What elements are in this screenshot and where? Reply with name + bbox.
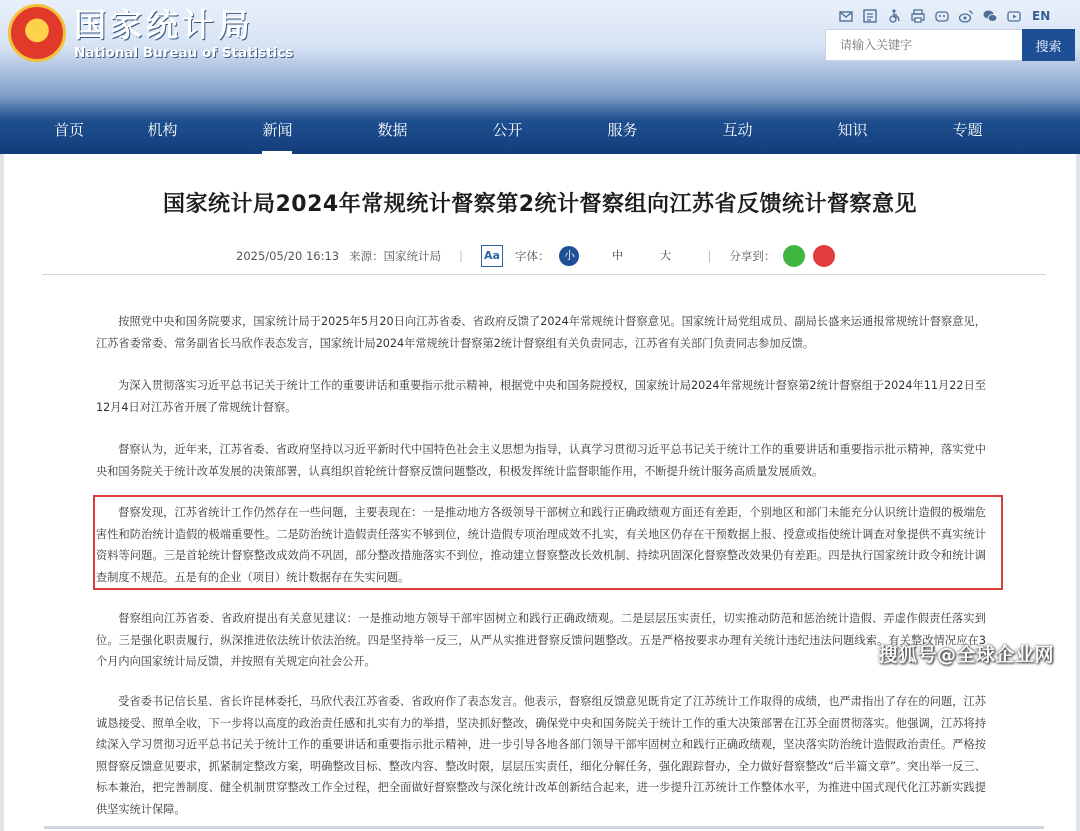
font-size-small-button[interactable]: 小 (559, 246, 579, 266)
source-watermark: 搜狐号@全球企业网 (878, 644, 1054, 666)
search-box (825, 29, 1075, 61)
sitemap-icon[interactable] (862, 8, 878, 24)
nav-item-services[interactable]: 服务 (607, 121, 638, 139)
article-card (4, 154, 1076, 831)
language-switch-en[interactable]: EN (1032, 9, 1051, 23)
nav-item-knowledge[interactable]: 知识 (837, 121, 868, 139)
meta-separator: | (707, 249, 712, 263)
logo-text (74, 6, 293, 61)
title-divider (42, 274, 1046, 275)
publish-datetime: 2025/05/20 16:13 (236, 249, 340, 263)
weibo-icon[interactable] (958, 8, 974, 24)
article-meta (236, 244, 835, 268)
article-paragraph: 督察组向江苏省委、省政府提出有关意见建议：一是推动地方领导干部牢固树立和践行正确政绩观。二是层层压实责任，切实推动防范和惩治统计造假、弄虚作假责任落实到位。三是强化职责履行，纵深推进依法统计依法治统。四是坚持举一反三，从严从实推进督察反馈问题整改。五是严格按要求办理有关统计违纪违法问题线索。有关整改情况应在3个月内向国家统计局反馈，并按照有关规定向社会公开。 (96, 612, 986, 668)
search-input[interactable] (825, 29, 1022, 61)
main-nav (0, 106, 1080, 154)
accessibility-icon[interactable] (886, 8, 902, 24)
header-toolbar (838, 8, 1050, 24)
nav-item-news[interactable]: 新闻 (220, 106, 335, 154)
nav-item-organization[interactable]: 机构 (147, 121, 178, 139)
article-paragraph: 受省委书记信长星、省长许昆林委托，马欣代表江苏省委、省政府作了表态发言。他表示，督察组反馈意见既肯定了江苏统计工作取得的成绩，也严肃指出了存在的问题，江苏诚恳接受、照单全收，下一步将以高度的政治责任感和扎实有力的举措，坚决抓好整改，确保党中央和国务院关于统计工作的重大决策部署在江苏全面贯彻落实。他强调，江苏将持续深入学习贯彻习近平总书记关于统计工作的重要讲话和重要指示批示精神，进一步引导各地各部门领导干部牢固树立和践行正确政绩观，坚决落实防治统计造假政治责任。严格按照督察反馈意见要求，抓紧制定整改方案，明确整改目标、整改内容、整改时限，层层压实责任，细化分解任务，强化跟踪督办，全力做好督察整改“后半篇文章”。突出举一反三、标本兼治，把完善制度、健全机制贯穿整改工作全过程，把全面做好督察整改与深化统计改革创新结合起来，进一步提升江苏统计工作整体水平，为推进中国式现代化江苏新实践提供坚实统计保障。 (96, 695, 986, 816)
article-paragraph: 为深入贯彻落实习近平总书记关于统计工作的重要讲话和重要指示批示精神，根据党中央和国务院授权，国家统计局2024年常规统计督察第2统计督察组于2024年11月22日至12月4日对江苏省开展了常规统计督察。 (96, 379, 986, 414)
nav-item-data[interactable]: 数据 (377, 121, 408, 139)
meta-separator: | (459, 249, 463, 263)
site-logo[interactable] (8, 4, 293, 62)
font-size-medium-button[interactable]: 中 (611, 249, 623, 262)
nav-item-topics[interactable]: 专题 (952, 121, 983, 139)
article-paragraph: 督察认为，近年来，江苏省委、省政府坚持以习近平新时代中国特色社会主义思想为指导，认真学习贯彻习近平总书记关于统计工作的重要讲话和重要指示批示精神，落实党中央和国务院关于统计改革发展的决策部署，认真组织首轮统计督察反馈问题整改，积极发挥统计监督职能作用，不断提升统计服务高质量发展质效。 (96, 443, 986, 478)
font-size-toggle-icon[interactable]: Aa (481, 245, 503, 267)
video-icon[interactable] (1006, 8, 1022, 24)
nav-item-interaction[interactable]: 互动 (722, 121, 753, 139)
search-button[interactable]: 搜索 (1022, 29, 1075, 61)
article-source: 来源：国家统计局 (349, 249, 442, 263)
site-header (0, 0, 1080, 154)
national-emblem-icon (8, 4, 66, 62)
article-paragraph: 按照党中央和国务院要求，国家统计局于2025年5月20日向江苏省委、省政府反馈了2024年常规统计督察意见。国家统计局党组成员、副局长盛来运通报常规统计督察意见，江苏省委常委、常务副省长马欣作表态发言，国家统计局2024年常规统计督察第2统计督察组有关负责同志，江苏省有关部门负责同志参加反馈。 (96, 315, 986, 350)
logo-title-en: National Bureau of Statistics (74, 44, 294, 61)
article-title: 国家统计局2024年常规统计督察第2统计督察组向江苏省反馈统计督察意见 (162, 192, 918, 217)
robot-icon[interactable] (934, 8, 950, 24)
nav-item-public[interactable]: 公开 (492, 121, 523, 139)
logo-title-cn: 国家统计局 (74, 5, 255, 44)
nav-item-home[interactable]: 首页 (54, 121, 85, 139)
mail-icon[interactable] (838, 8, 854, 24)
print-icon[interactable] (910, 8, 926, 24)
share-label: 分享到： (729, 249, 776, 263)
share-weibo-icon[interactable] (813, 245, 835, 267)
article-paragraph-highlighted: 督察发现，江苏省统计工作仍然存在一些问题，主要表现在：一是推动地方各级领导干部树立和践行正确政绩观方面还有差距，个别地区和部门未能充分认识统计造假的极端危害性和防治统计造假的极端重要性。二是防治统计造假责任落实不够到位，统计造假专项治理成效不扎实，有关地区仍存在干预数据上报、授意或指使统计调查对象提供不真实统计资料等问题。三是首轮统计督察整改成效尚不巩固，部分整改措施落实不到位，推动建立督察整改长效机制、持续巩固深化督察整改效果仍有差距。四是执行国家统计政令和统计调查制度不规范。五是有的企业（项目）统计数据存在失实问题。 (96, 506, 986, 584)
font-size-label: 字体： (514, 249, 550, 263)
share-wechat-icon[interactable] (783, 245, 805, 267)
wechat-icon[interactable] (982, 8, 998, 24)
bottom-divider (44, 826, 1044, 829)
font-size-large-button[interactable]: 大 (659, 249, 671, 262)
